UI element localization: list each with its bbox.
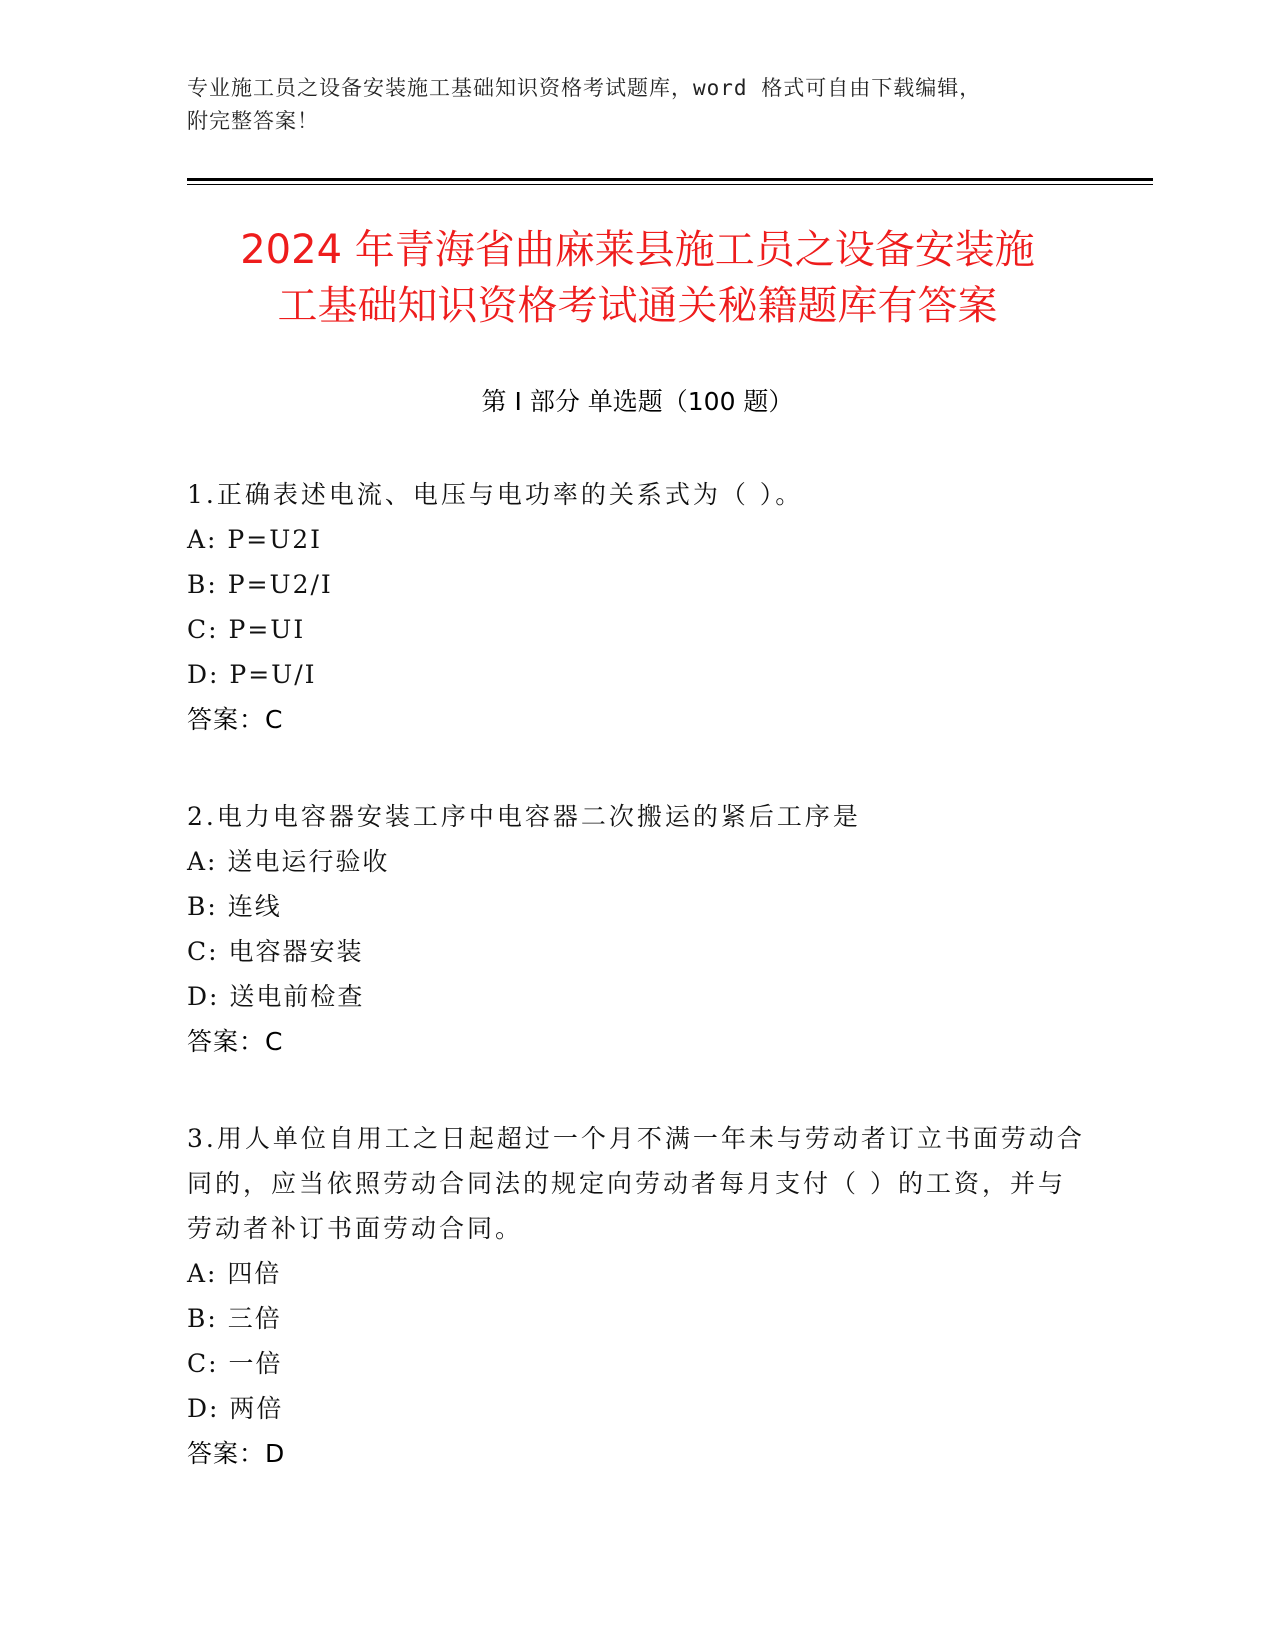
document-title-line-2: 工基础知识资格考试通关秘籍题库有答案 xyxy=(277,283,998,329)
header-note xyxy=(187,72,1087,138)
document-title-line-1: 2024 年青海省曲麻莱县施工员之设备安装施 xyxy=(240,227,1035,273)
answer: 答案：D xyxy=(187,1439,286,1468)
option-b: B: 连线 xyxy=(187,892,282,921)
answer: 答案：C xyxy=(187,1027,284,1056)
question-1 xyxy=(187,472,1087,742)
header-note-line-1: 专业施工员之设备安装施工基础知识资格考试题库，word 格式可自由下载编辑， xyxy=(187,76,982,100)
answer: 答案：C xyxy=(187,705,284,734)
header-divider-thin xyxy=(187,184,1153,185)
option-c: C: 一倍 xyxy=(187,1349,283,1378)
question-2 xyxy=(187,794,1087,1064)
option-c: C: P=UI xyxy=(187,615,306,644)
option-a: A: 送电运行验收 xyxy=(187,847,390,876)
question-stem: 3.用人单位自用工之日起超过一个月不满一年未与劳动者订立书面劳动合同的，应当依照劳动合同法的规定向劳动者每月支付（ ）的工资，并与劳动者补订书面劳动合同。 xyxy=(187,1124,1085,1243)
header-divider-thick xyxy=(187,178,1153,181)
option-d: D: 两倍 xyxy=(187,1394,284,1423)
option-d: D: P=U/I xyxy=(187,660,317,689)
question-stem: 2.电力电容器安装工序中电容器二次搬运的紧后工序是 xyxy=(187,802,861,831)
option-d: D: 送电前检查 xyxy=(187,982,365,1011)
option-a: A: 四倍 xyxy=(187,1259,282,1288)
question-list xyxy=(187,472,1087,1528)
document-title xyxy=(150,222,1125,334)
option-b: B: 三倍 xyxy=(187,1304,282,1333)
option-b: B: P=U2/I xyxy=(187,570,333,599)
question-stem: 1.正确表述电流、电压与电功率的关系式为（ ）。 xyxy=(187,480,804,509)
header-note-line-2: 附完整答案！ xyxy=(187,109,319,133)
option-a: A: P=U2I xyxy=(187,525,323,554)
section-title: 第 I 部分 单选题（100 题） xyxy=(481,387,794,416)
option-c: C: 电容器安装 xyxy=(187,937,364,966)
question-3 xyxy=(187,1116,1087,1476)
